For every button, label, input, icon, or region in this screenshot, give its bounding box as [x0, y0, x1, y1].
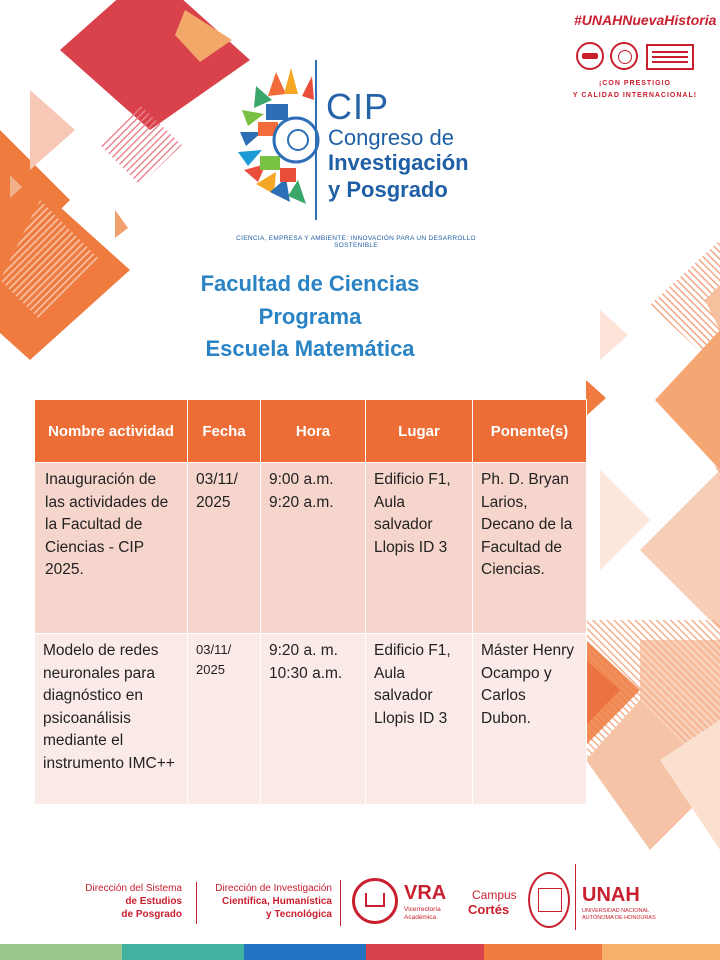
title-programa: Programa — [258, 304, 362, 329]
dsep-line-2: de Estudios — [125, 896, 182, 907]
unah-sub-line-2: AUTÓNOMA DE HONDURAS — [582, 915, 656, 921]
seals-row — [576, 40, 696, 76]
dich-line-3: y Tecnológica — [266, 909, 332, 920]
dich-logo — [204, 882, 332, 921]
dsep-logo — [60, 882, 182, 921]
cip-line-1: Congreso de — [328, 125, 454, 150]
slogan-line-2: Y CALIDAD INTERNACIONAL! — [572, 92, 698, 99]
stripe-segment — [122, 944, 244, 960]
dich-line-2: Científica, Humanística — [221, 896, 332, 907]
title-escuela: Escuela Matemática — [205, 336, 415, 361]
unah-seal-icon — [576, 42, 604, 70]
cell-fecha: 03/11/ 2025 — [188, 463, 261, 634]
cip-line-3: y Posgrado — [328, 177, 448, 202]
campus-label: Campus — [472, 888, 517, 902]
dsep-line-3: de Posgrado — [121, 909, 182, 920]
anniversary-seal-icon — [610, 42, 638, 70]
footer-logos — [0, 862, 720, 932]
cip-acronym: CIP — [326, 86, 390, 127]
cell-nombre: Inauguración de las actividades de la Facultad de Ciencias - CIP 2025. — [35, 463, 188, 634]
stripe-segment — [484, 944, 602, 960]
vra-label: VRA — [404, 882, 447, 904]
footer-divider — [340, 880, 341, 926]
stripe-segment — [602, 944, 720, 960]
slogan-line-1: ¡CON PRESTIGIO — [599, 80, 671, 87]
cell-fecha: 03/11/ 2025 — [188, 634, 261, 805]
hashtag: #UNAHNuevaHistoria — [574, 12, 717, 28]
footer-divider — [196, 882, 197, 924]
vra-sub-line-1: Vicerrectoría — [404, 906, 441, 913]
dich-line-1: Dirección de Investigación — [215, 883, 332, 894]
header-ponentes: Ponente(s) — [473, 400, 587, 463]
cell-lugar: Edificio F1, Aula salvador Llopis ID 3 — [366, 634, 473, 805]
sun-emblem-icon — [236, 60, 320, 220]
cell-lugar: Edificio F1, Aula salvador Llopis ID 3 — [366, 463, 473, 634]
cell-hora: 9:00 a.m. 9:20 a.m. — [261, 463, 366, 634]
cip-logo — [236, 60, 476, 250]
table-row — [35, 634, 587, 805]
table-header-row — [35, 400, 587, 463]
cell-ponentes: Máster Henry Ocampo y Carlos Dubon. — [473, 634, 587, 805]
vra-sub-line-2: Académica — [404, 914, 437, 921]
cip-line-2: Investigación — [328, 150, 469, 175]
header-hora: Hora — [261, 400, 366, 463]
stripe-segment — [244, 944, 366, 960]
unah-label: UNAH — [582, 884, 640, 906]
ranking-seal-icon — [646, 44, 694, 70]
header-fecha: Fecha — [188, 400, 261, 463]
title-facultad: Facultad de Ciencias — [200, 271, 420, 296]
footer-divider — [575, 864, 576, 930]
header-lugar: Lugar — [366, 400, 473, 463]
program-table — [34, 399, 587, 805]
vra-subtitle — [404, 906, 441, 922]
unah-crest-icon — [528, 872, 570, 928]
slogan — [572, 78, 698, 102]
cell-nombre: Modelo de redes neuronales para diagnóstico en psicoanálisis mediante el instrumento IMC++ — [35, 634, 188, 805]
cip-tagline: CIENCIA, EMPRESA Y AMBIENTE: INNOVACIÓN PARA UN DESARROLLO SOSTENIBLE — [236, 235, 476, 249]
unah-sub-line-1: UNIVERSIDAD NACIONAL — [582, 908, 650, 914]
stripe-segment — [366, 944, 484, 960]
cortes-label: Cortés — [468, 902, 510, 917]
stripe-segment — [0, 944, 122, 960]
cell-hora: 9:20 a. m. 10:30 a.m. — [261, 634, 366, 805]
dsep-line-1: Dirección del Sistema — [85, 883, 182, 894]
header-nombre: Nombre actividad — [35, 400, 188, 463]
vra-seal-icon — [352, 878, 398, 924]
unah-subtitle — [582, 908, 656, 922]
table-row — [35, 463, 587, 634]
cell-ponentes: Ph. D. Bryan Larios, Decano de la Facultad de Ciencias. — [473, 463, 587, 634]
